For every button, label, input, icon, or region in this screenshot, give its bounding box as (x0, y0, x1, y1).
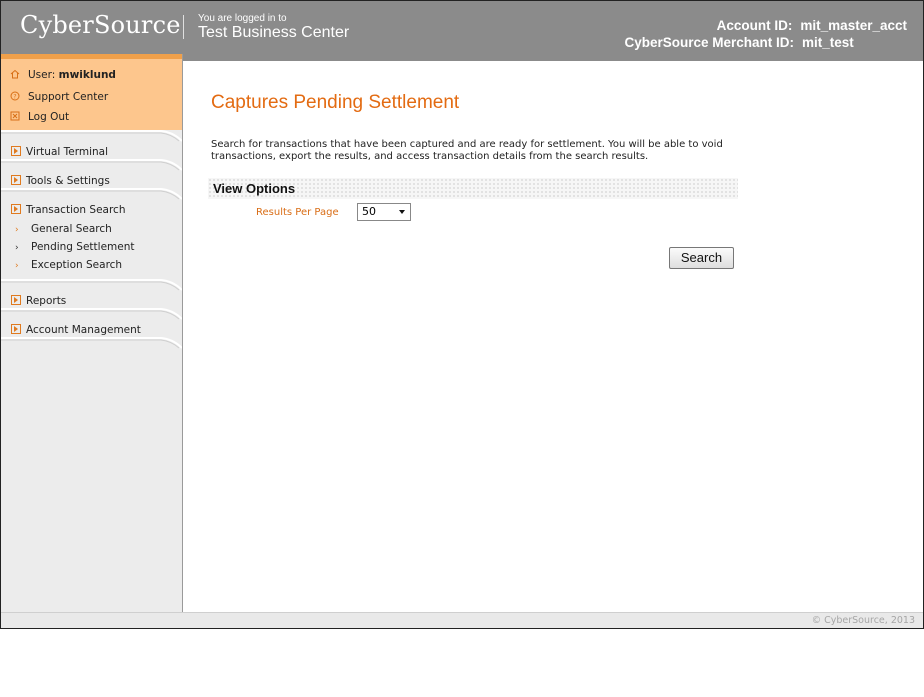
header-divider (183, 15, 184, 39)
user-name: mwiklund (58, 69, 116, 81)
support-center-link[interactable] (10, 91, 108, 103)
nav-pending-settlement[interactable] (15, 241, 135, 253)
section-divider (1, 130, 182, 142)
results-per-page-label: Results Per Page (256, 207, 339, 218)
main-content (184, 61, 923, 612)
section-divider (1, 188, 182, 200)
help-icon (10, 91, 20, 101)
cybersource-logo[interactable]: CyberSource (20, 11, 181, 39)
business-center-name: Test Business Center (198, 24, 350, 41)
nav-transaction-search[interactable] (1, 196, 182, 224)
chevron-right-icon: › (15, 225, 19, 235)
expand-arrow-icon (11, 175, 21, 185)
user-label: User: (28, 69, 56, 81)
header-bar (1, 1, 923, 61)
svg-text:?: ? (13, 93, 17, 101)
search-button[interactable]: Search (669, 247, 734, 269)
chevron-right-icon: › (15, 243, 19, 253)
nav-general-search-label: General Search (31, 223, 112, 235)
merchant-id-label: CyberSource Merchant ID: (624, 35, 794, 50)
nav-virtual-terminal-label: Virtual Terminal (26, 146, 109, 158)
log-out-link[interactable] (10, 111, 69, 123)
nav-exception-search[interactable] (15, 259, 122, 271)
home-icon (10, 69, 20, 79)
user-item (10, 69, 116, 81)
chevron-right-icon: › (15, 261, 19, 271)
nav-pending-settlement-label: Pending Settlement (31, 241, 135, 253)
page-description: Search for transactions that have been captured and are ready for settlement. You will be able to void transactions, export the results, and access transaction details from the search results. (211, 139, 723, 162)
chevron-down-icon (399, 210, 405, 214)
footer (1, 612, 923, 628)
section-divider (1, 308, 182, 320)
nav-tools-settings-label: Tools & Settings (26, 175, 110, 187)
results-per-page-value: 50 (362, 205, 376, 218)
expand-arrow-icon (11, 146, 21, 156)
section-divider (1, 337, 182, 349)
section-divider (1, 159, 182, 171)
sidebar (1, 54, 183, 612)
nav-account-management-label: Account Management (26, 324, 141, 336)
merchant-id-value: mit_test (802, 35, 854, 50)
logout-icon (10, 111, 20, 121)
account-id-label: Account ID: (716, 18, 793, 33)
nav-reports-label: Reports (26, 295, 67, 307)
section-divider (1, 279, 182, 291)
logged-in-caption: You are logged in to (198, 13, 287, 24)
collapse-arrow-icon (11, 204, 21, 214)
expand-arrow-icon (11, 295, 21, 305)
nav-general-search[interactable] (15, 223, 112, 235)
nav-transaction-search-label: Transaction Search (26, 204, 126, 216)
account-id-value: mit_master_acct (800, 18, 907, 33)
expand-arrow-icon (11, 324, 21, 334)
user-panel (1, 54, 182, 130)
log-out-label: Log Out (28, 111, 70, 123)
support-center-label: Support Center (28, 91, 109, 103)
account-info (624, 17, 907, 51)
results-per-page-select[interactable] (357, 203, 411, 221)
view-options-bar (208, 178, 738, 199)
view-options-title: View Options (213, 181, 296, 196)
nav-exception-search-label: Exception Search (31, 259, 123, 271)
page-title: Captures Pending Settlement (211, 92, 460, 113)
copyright-text: © CyberSource, 2013 (811, 615, 915, 626)
